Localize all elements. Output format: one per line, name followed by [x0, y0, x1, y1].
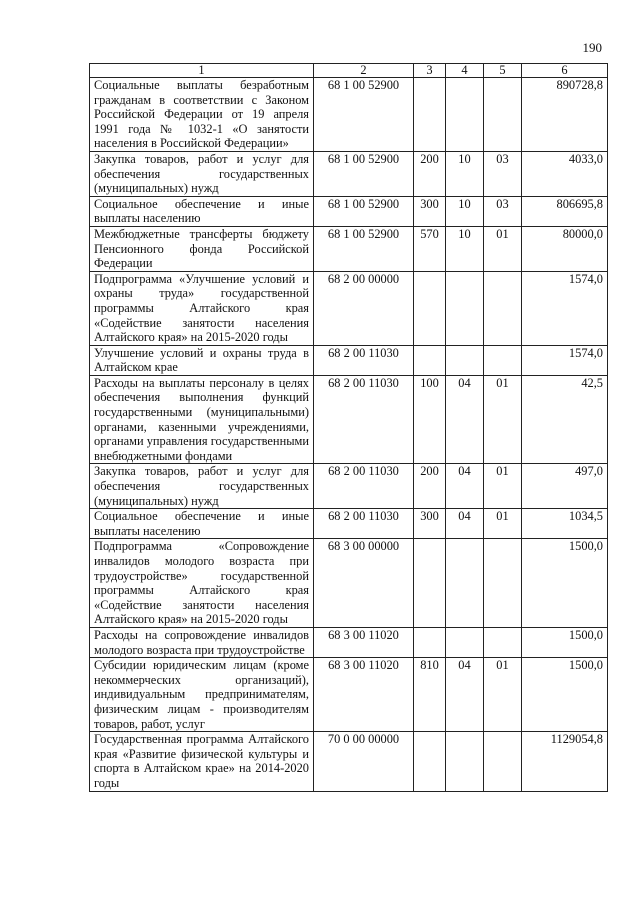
row-pr-cell: 01 [484, 464, 522, 509]
row-name-cell: Расходы на выплаты персоналу в целях обеспечения выполнения функций государственными (муниципальными) органами, казенными учреждениями, органами управления государственными внебюджетными фондами [90, 375, 314, 464]
row-sum-cell: 42,5 [522, 375, 608, 464]
row-vr-cell: 570 [414, 226, 446, 271]
row-name-cell: Подпрограмма «Улучшение условий и охраны труда» государственной программы Алтайского края «Содействие занятости населения Алтайского края» на 2015-2020 годы [90, 271, 314, 345]
row-sum-cell: 4033,0 [522, 151, 608, 196]
row-vr-cell: 300 [414, 196, 446, 226]
row-sum-cell: 1500,0 [522, 539, 608, 628]
row-rz-cell [446, 345, 484, 375]
row-sum-cell: 1500,0 [522, 627, 608, 657]
table-row [90, 375, 608, 464]
column-header: 3 [414, 64, 446, 78]
row-code-cell: 70 0 00 00000 [314, 732, 414, 791]
row-sum-cell: 1034,5 [522, 509, 608, 539]
row-rz-cell: 04 [446, 658, 484, 732]
row-pr-cell: 03 [484, 151, 522, 196]
row-code-cell: 68 1 00 52900 [314, 151, 414, 196]
row-rz-cell [446, 271, 484, 345]
row-name-cell: Межбюджетные трансферты бюджету Пенсионного фонда Российской Федерации [90, 226, 314, 271]
row-vr-cell [414, 345, 446, 375]
row-code-cell: 68 2 00 00000 [314, 271, 414, 345]
row-pr-cell: 01 [484, 658, 522, 732]
row-code-cell: 68 3 00 00000 [314, 539, 414, 628]
row-pr-cell [484, 627, 522, 657]
column-header: 5 [484, 64, 522, 78]
row-vr-cell [414, 271, 446, 345]
row-name-cell: Расходы на сопровождение инвалидов молодого возраста при трудоустройстве [90, 627, 314, 657]
row-sum-cell: 497,0 [522, 464, 608, 509]
row-sum-cell: 1500,0 [522, 658, 608, 732]
row-pr-cell: 01 [484, 226, 522, 271]
row-vr-cell: 810 [414, 658, 446, 732]
row-vr-cell [414, 539, 446, 628]
column-header: 6 [522, 64, 608, 78]
row-rz-cell: 10 [446, 151, 484, 196]
row-code-cell: 68 2 00 11030 [314, 464, 414, 509]
row-rz-cell [446, 539, 484, 628]
row-name-cell: Закупка товаров, работ и услуг для обеспечения государственных (муниципальных) нужд [90, 151, 314, 196]
row-pr-cell [484, 732, 522, 791]
row-rz-cell [446, 627, 484, 657]
row-vr-cell: 300 [414, 509, 446, 539]
row-code-cell: 68 2 00 11030 [314, 509, 414, 539]
row-sum-cell: 806695,8 [522, 196, 608, 226]
row-rz-cell: 04 [446, 375, 484, 464]
row-pr-cell [484, 539, 522, 628]
row-name-cell: Субсидии юридическим лицам (кроме некоммерческих организаций), индивидуальным предпринимателям, физическим лицам - производителям товаров, работ, услуг [90, 658, 314, 732]
row-vr-cell [414, 627, 446, 657]
row-sum-cell: 80000,0 [522, 226, 608, 271]
table-row [90, 732, 608, 791]
row-rz-cell: 04 [446, 509, 484, 539]
row-vr-cell: 200 [414, 464, 446, 509]
row-pr-cell: 01 [484, 375, 522, 464]
row-name-cell: Улучшение условий и охраны труда в Алтайском крае [90, 345, 314, 375]
row-name-cell: Социальное обеспечение и иные выплаты населению [90, 196, 314, 226]
row-code-cell: 68 1 00 52900 [314, 226, 414, 271]
table-row [90, 539, 608, 628]
table-row [90, 271, 608, 345]
row-code-cell: 68 1 00 52900 [314, 78, 414, 152]
row-pr-cell: 03 [484, 196, 522, 226]
table-row [90, 345, 608, 375]
row-vr-cell: 100 [414, 375, 446, 464]
row-sum-cell: 890728,8 [522, 78, 608, 152]
column-header: 4 [446, 64, 484, 78]
row-code-cell: 68 2 00 11030 [314, 375, 414, 464]
row-name-cell: Подпрограмма «Сопровождение инвалидов молодого возраста при трудоустройстве» государственной программы Алтайского края «Содействие занятости населения Алтайского края» на 2015-2020 годы [90, 539, 314, 628]
table-row [90, 151, 608, 196]
row-code-cell: 68 2 00 11030 [314, 345, 414, 375]
column-header: 2 [314, 64, 414, 78]
row-vr-cell: 200 [414, 151, 446, 196]
row-sum-cell: 1574,0 [522, 271, 608, 345]
table-row [90, 509, 608, 539]
table-row [90, 627, 608, 657]
row-name-cell: Государственная программа Алтайского края «Развитие физической культуры и спорта в Алтайском крае» на 2014-2020 годы [90, 732, 314, 791]
row-sum-cell: 1574,0 [522, 345, 608, 375]
row-code-cell: 68 3 00 11020 [314, 627, 414, 657]
table-row [90, 196, 608, 226]
row-pr-cell [484, 271, 522, 345]
row-rz-cell: 04 [446, 464, 484, 509]
row-rz-cell [446, 732, 484, 791]
row-pr-cell [484, 78, 522, 152]
row-name-cell: Социальное обеспечение и иные выплаты населению [90, 509, 314, 539]
column-header: 1 [90, 64, 314, 78]
row-code-cell: 68 1 00 52900 [314, 196, 414, 226]
row-sum-cell: 1129054,8 [522, 732, 608, 791]
row-name-cell: Закупка товаров, работ и услуг для обеспечения государственных (муниципальных) нужд [90, 464, 314, 509]
budget-table [89, 63, 608, 792]
table-row [90, 464, 608, 509]
page-number: 190 [582, 40, 602, 55]
row-code-cell: 68 3 00 11020 [314, 658, 414, 732]
row-rz-cell: 10 [446, 196, 484, 226]
row-name-cell: Социальные выплаты безработным гражданам в соответствии с Законом Российской Федерации от 19 апреля 1991 года № 1032-1 «О занятости населения в Российской Федерации» [90, 78, 314, 152]
row-pr-cell: 01 [484, 509, 522, 539]
row-rz-cell [446, 78, 484, 152]
table-header-row [90, 64, 608, 78]
table-row [90, 78, 608, 152]
row-vr-cell [414, 78, 446, 152]
row-pr-cell [484, 345, 522, 375]
table-row [90, 226, 608, 271]
row-rz-cell: 10 [446, 226, 484, 271]
row-vr-cell [414, 732, 446, 791]
table-row [90, 658, 608, 732]
